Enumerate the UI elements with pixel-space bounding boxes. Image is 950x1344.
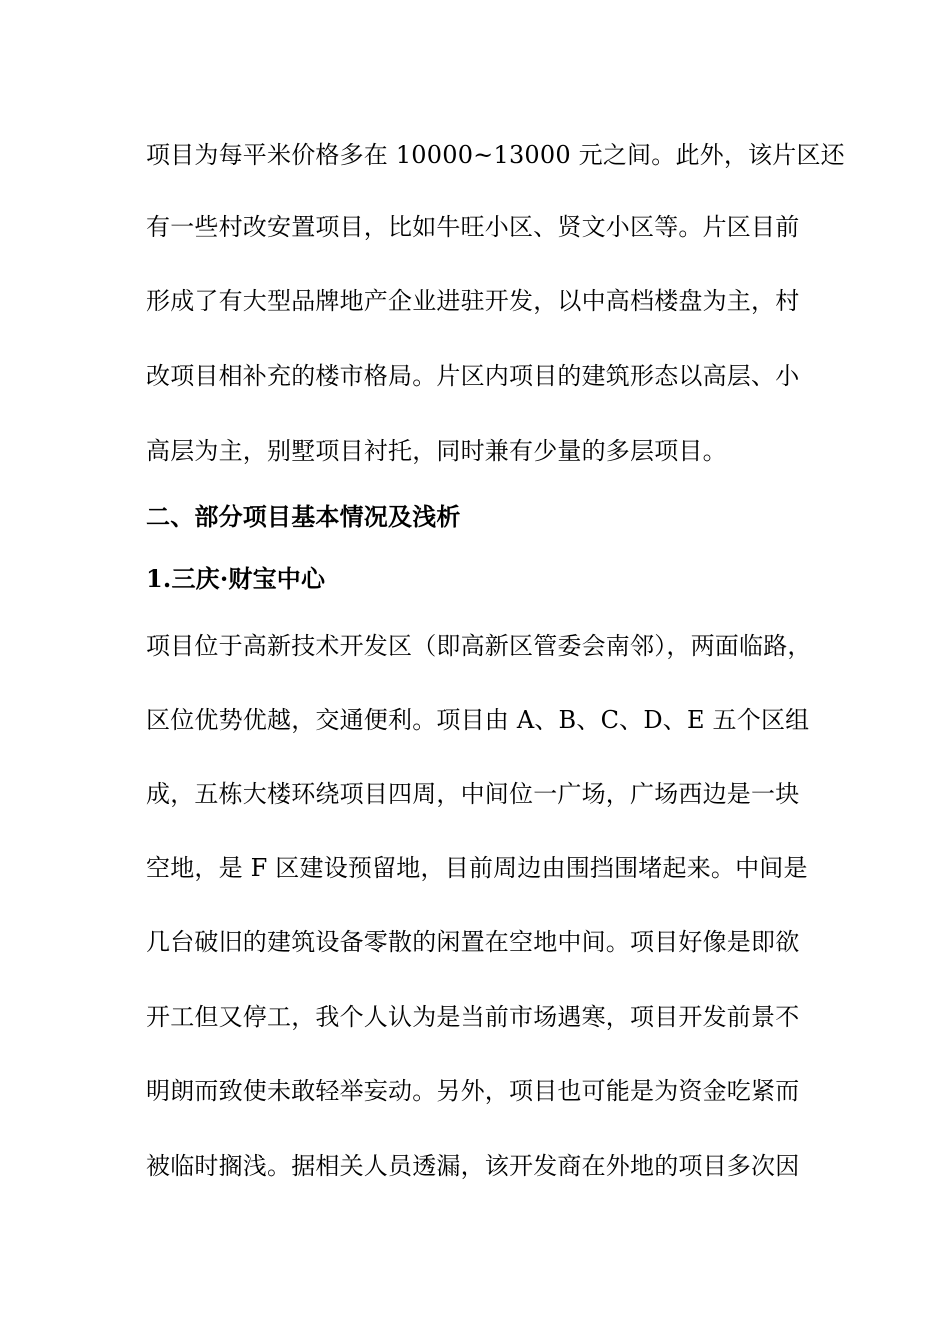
paragraph-line: 项目位于高新技术开发区（即高新区管委会南邻），两面临路， (146, 632, 812, 660)
paragraph-line: 项目为每平米价格多在 10000~13000 元之间。此外，该片区还 (146, 141, 845, 169)
paragraph-line: 高层为主，别墅项目衬托，同时兼有少量的多层项目。 (146, 437, 727, 465)
subsection-heading: 1.三庆·财宝中心 (146, 564, 326, 593)
paragraph-line: 空地，是 F 区建设预留地，目前周边由围挡围堵起来。中间是 (146, 854, 808, 882)
paragraph-line: 改项目相补充的楼市格局。片区内项目的建筑形态以高层、小 (146, 362, 800, 390)
paragraph-line: 形成了有大型品牌地产企业进驻开发，以中高档楼盘为主，村 (146, 287, 800, 315)
paragraph-line: 成，五栋大楼环绕项目四周，中间位一广场，广场西边是一块 (146, 780, 800, 808)
paragraph-line: 几台破旧的建筑设备零散的闲置在空地中间。项目好像是即欲 (146, 928, 800, 956)
paragraph-line: 被临时搁浅。据相关人员透漏，该开发商在外地的项目多次因 (146, 1152, 800, 1180)
paragraph-line: 开工但又停工，我个人认为是当前市场遇寒，项目开发前景不 (146, 1003, 800, 1031)
paragraph-line: 有一些村改安置项目，比如牛旺小区、贤文小区等。片区目前 (146, 213, 800, 241)
paragraph-line: 明朗而致使未敢轻举妄动。另外，项目也可能是为资金吃紧而 (146, 1077, 800, 1105)
section-heading: 二、部分项目基本情况及浅析 (146, 502, 461, 531)
paragraph-line: 区位优势优越，交通便利。项目由 A、B、C、D、E 五个区组 (146, 706, 810, 734)
